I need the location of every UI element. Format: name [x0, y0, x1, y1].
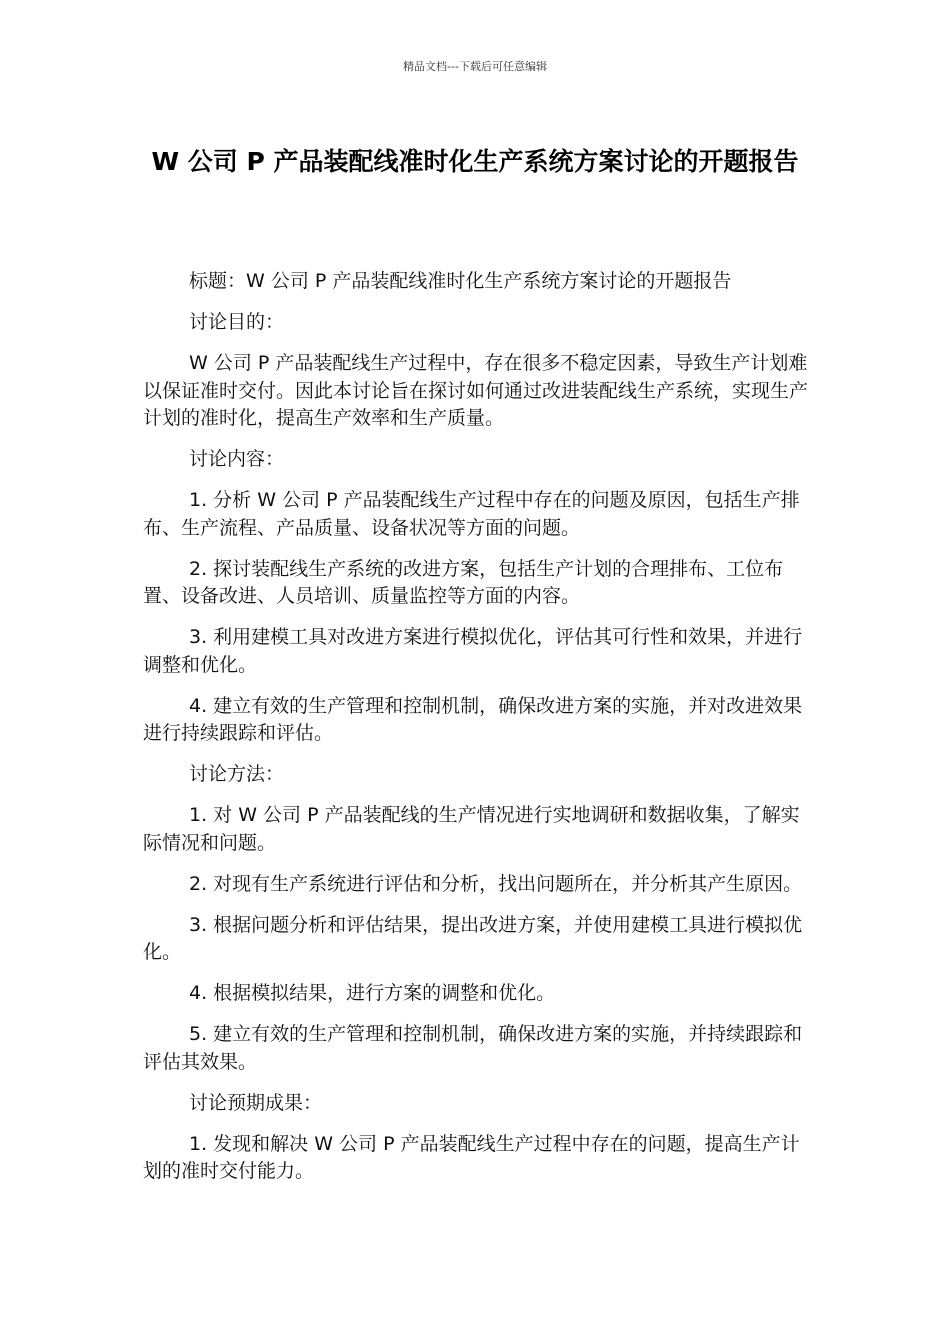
header-note: 精品文档---下载后可任意编辑 [403, 60, 547, 73]
document-title: W 公司 P 产品装配线准时化生产系统方案讨论的开题报告 [151, 147, 799, 176]
method-item-3: 3. 根据问题分析和评估结果，提出改进方案，并使用建模工具进行模拟优化。 [143, 913, 803, 963]
heading-content: 讨论内容： [189, 448, 285, 470]
content-item-3: 3. 利用建模工具对改进方案进行模拟优化，评估其可行性和效果，并进行调整和优化。 [143, 626, 803, 676]
paragraph-title-line: 标题：W 公司 P 产品装配线准时化生产系统方案讨论的开题报告 [189, 270, 732, 292]
heading-expected-results: 讨论预期成果： [189, 1091, 323, 1114]
method-item-2: 2. 对现有生产系统进行评估和分析，找出问题所在，并分析其产生原因。 [189, 872, 803, 895]
method-item-1: 1. 对 W 公司 P 产品装配线的生产情况进行实地调研和数据收集，了解实际情况和问题。 [143, 804, 800, 854]
document-body [143, 268, 808, 1199]
result-item-1: 1. 发现和解决 W 公司 P 产品装配线生产过程中存在的问题，提高生产计划的准时交付能力。 [143, 1132, 800, 1182]
heading-method: 讨论方法： [189, 763, 285, 785]
content-item-2: 2. 探讨装配线生产系统的改进方案，包括生产计划的合理排布、工位布置、设备改进、人员培训、质量监控等方面的内容。 [143, 557, 784, 607]
paragraph-purpose: W 公司 P 产品装配线生产过程中，存在很多不稳定因素，导致生产计划难以保证准时交付。因此本讨论旨在探讨如何通过改进装配线生产系统，实现生产计划的准时化，提高生产效率和生产质量。 [143, 352, 809, 429]
method-item-5: 5. 建立有效的生产管理和控制机制，确保改进方案的实施，并持续跟踪和评估其效果。 [143, 1023, 803, 1073]
method-item-4: 4. 根据模拟结果，进行方案的调整和优化。 [189, 982, 556, 1004]
heading-purpose: 讨论目的： [189, 311, 285, 333]
content-item-1: 1. 分析 W 公司 P 产品装配线生产过程中存在的问题及原因，包括生产排布、生产流程、产品质量、设备状况等方面的问题。 [143, 489, 800, 539]
content-item-4: 4. 建立有效的生产管理和控制机制，确保改进方案的实施，并对改进效果进行持续跟踪和评估。 [143, 694, 803, 744]
